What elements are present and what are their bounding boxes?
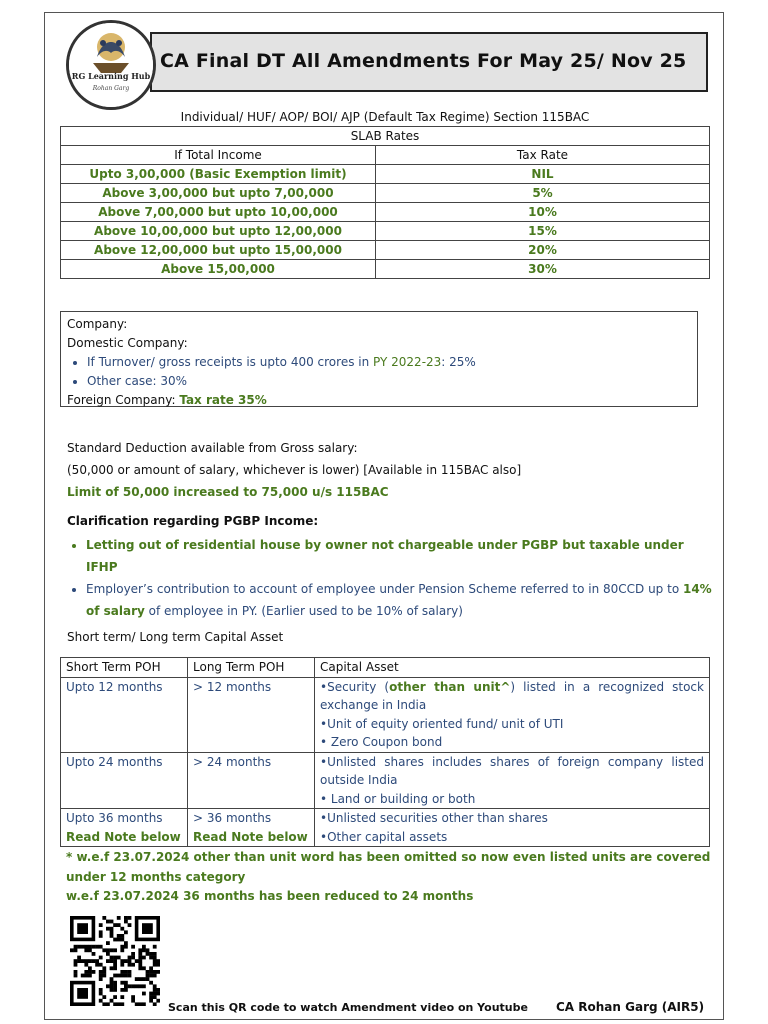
pgbp-text: Employer’s contribution to account of employee under Pension Scheme referred to in 80CCD up to (86, 582, 683, 596)
asset-line: •Unlisted securities other than shares (320, 811, 548, 825)
standard-deduction-detail: (50,000 or amount of salary, whichever is lower) [Available in 115BAC also] (67, 463, 522, 477)
note-line: * w.e.f 23.07.2024 other than unit word has been omitted so now even listed units are covered under 12 months category (66, 850, 711, 884)
domestic-company-list (67, 353, 691, 391)
asset-line: •Unit of equity oriented fund/ unit of UTI (320, 716, 564, 731)
table-row (61, 203, 710, 222)
short-term-period-cell (61, 809, 188, 847)
standard-deduction-amendment: Limit of 50,000 increased to 75,000 u/s 115BAC (67, 485, 389, 499)
list-item: • Other case: 30% (87, 372, 691, 391)
pgbp-section (66, 534, 712, 622)
logo-text: RG Learning Hub (71, 71, 151, 81)
turnover-rate: : 25% (441, 355, 476, 369)
foreign-company-rate: Tax rate 35% (179, 393, 267, 407)
foreign-company-label: Foreign Company: (67, 393, 180, 407)
table-row (61, 127, 710, 146)
asset-line: • Zero Coupon bond (320, 735, 443, 749)
page-title: CA Final DT All Amendments For May 25/ Nov 25 (160, 50, 687, 72)
table-row (61, 222, 710, 241)
rg-learning-hub-logo (66, 20, 156, 110)
slab-caption: Individual/ HUF/ AOP/ BOI/ AJP (Default Tax Regime) Section 115BAC (180, 110, 590, 124)
turnover-text: If Turnover/ gross receipts is upto 400 crores in (87, 355, 374, 369)
column-header-long: Long Term POH (188, 658, 315, 678)
asset-text: •Security ( (320, 679, 390, 694)
pgbp-text-end: of employee in PY. (Earlier used to be 10% of salary) (144, 604, 463, 618)
long-term-period: > 24 months (188, 752, 315, 809)
company-tax-box (60, 311, 698, 407)
slab-rates-table (60, 126, 710, 279)
column-header-short: Short Term POH (61, 658, 188, 678)
slab-rate: 10% (376, 203, 710, 222)
amendment-notes (66, 848, 716, 907)
turnover-year: PY 2022-23 (373, 355, 442, 369)
slab-rate: NIL (376, 165, 710, 184)
slab-rate: 30% (376, 260, 710, 279)
pgbp-list (66, 534, 712, 622)
asset-line: • Land or building or both (320, 791, 476, 806)
table-row (61, 165, 710, 184)
logo-emblem-icon (69, 23, 153, 107)
asset-cell (315, 677, 710, 752)
asset-highlight: other than unit^ (389, 679, 511, 694)
table-row (61, 752, 710, 809)
asset-line (320, 678, 704, 715)
short-term-period: Upto 24 months (61, 752, 188, 809)
slab-income: Above 3,00,000 but upto 7,00,000 (61, 184, 376, 203)
scan-qr-text: Scan this QR code to watch Amendment video on Youtube (168, 1001, 528, 1014)
short-term-period: Upto 36 months (66, 811, 163, 825)
domestic-company-label: Domestic Company: (67, 336, 188, 350)
asset-line: •Unlisted shares includes shares of foreign company listed outside India (320, 754, 704, 787)
slab-income: Above 7,00,000 but upto 10,00,000 (61, 203, 376, 222)
table-row (61, 184, 710, 203)
asset-cell (315, 752, 710, 809)
column-header-rate: Tax Rate (376, 146, 710, 165)
foreign-company-line (67, 391, 691, 410)
slab-income: Above 10,00,000 but upto 12,00,000 (61, 222, 376, 241)
asset-text-end: ) listed in a recognized stock exchange in India (320, 679, 704, 712)
column-header-income: If Total Income (61, 146, 376, 165)
note-line: w.e.f 23.07.2024 36 months has been reduced to 24 months (66, 889, 474, 903)
standard-deduction-heading: Standard Deduction available from Gross salary: (67, 441, 358, 455)
company-heading: Company: (67, 317, 128, 331)
logo-signature: Rohan Garg (92, 85, 130, 92)
table-row (61, 677, 710, 752)
capital-asset-table (60, 657, 710, 847)
column-header-asset: Capital Asset (315, 658, 710, 678)
qr-code-icon (70, 916, 160, 1006)
table-row (61, 809, 710, 847)
slab-rate: 5% (376, 184, 710, 203)
slab-heading: SLAB Rates (61, 127, 710, 146)
long-term-period: > 36 months (193, 811, 272, 825)
table-row (61, 658, 710, 678)
author-credit: CA Rohan Garg (AIR5) (556, 1000, 705, 1014)
short-term-period: Upto 12 months (61, 677, 188, 752)
table-row (61, 260, 710, 279)
slab-income: Above 15,00,000 (61, 260, 376, 279)
list-item (86, 578, 712, 622)
table-row (61, 146, 710, 165)
slab-rate: 20% (376, 241, 710, 260)
slab-income: Upto 3,00,000 (Basic Exemption limit) (61, 165, 376, 184)
read-note-long: Read Note below (193, 829, 308, 844)
table-row (61, 241, 710, 260)
asset-line: •Other capital assets (320, 829, 448, 844)
asset-cell (315, 809, 710, 847)
slab-income: Above 12,00,000 but upto 15,00,000 (61, 241, 376, 260)
list-item (87, 353, 691, 372)
list-item: • Letting out of residential house by owner not chargeable under PGBP but taxable under IFHP (86, 534, 712, 578)
pgbp-heading: Clarification regarding PGBP Income: (67, 514, 319, 528)
long-term-period-cell (188, 809, 315, 847)
read-note-short: Read Note below (66, 829, 181, 844)
capital-asset-heading: Short term/ Long term Capital Asset (67, 630, 284, 644)
title-banner (150, 32, 708, 92)
qr-code[interactable] (70, 916, 160, 1006)
pgbp-highlight: 14% of salary (86, 582, 712, 618)
long-term-period: > 12 months (188, 677, 315, 752)
slab-rate: 15% (376, 222, 710, 241)
